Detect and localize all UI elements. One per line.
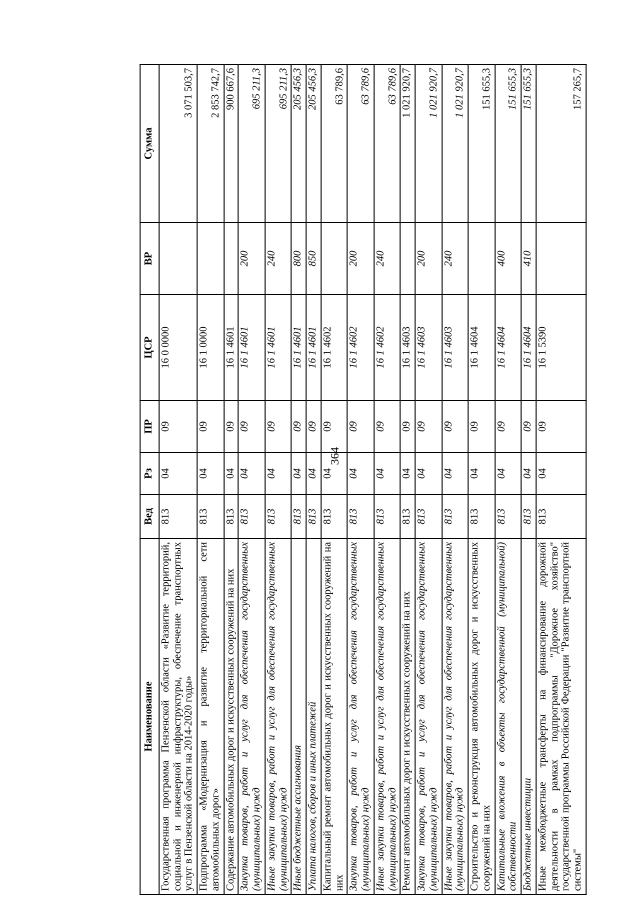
cell-pr: 09: [374, 401, 401, 453]
rotated-page-content: [140, 65, 587, 895]
cell-csr: 16 1 4602: [321, 295, 348, 401]
cell-rz: 04: [536, 453, 586, 495]
cell-pr: 09: [238, 401, 265, 453]
cell-name: Государственная программа Пензенской области «Развитие территорий, социальной и инженерной инфраструктуры, обеспечение транспортных услуг в Пензенской области на 2014-2020 годы»: [159, 539, 197, 895]
table-row: [197, 65, 224, 895]
cell-sum: 157 265,7: [536, 65, 586, 223]
table-row: [291, 65, 306, 895]
cell-pr: 09: [400, 401, 415, 453]
cell-sum: 695 211,3: [238, 65, 265, 223]
cell-name: Закупка товаров, работ и услуг для обеспечения государственных (муниципальных) нужд: [347, 539, 374, 895]
cell-pr: 09: [265, 401, 292, 453]
cell-sum: 1 021 920,7: [415, 65, 442, 223]
cell-name: Иные закупки товаров, работ и услуг для обеспечения государственных (муниципальных) нужд: [442, 539, 469, 895]
page-number: 364: [327, 447, 342, 465]
cell-pr: 09: [415, 401, 442, 453]
header-ved: Вед: [140, 495, 159, 539]
cell-sum: 3 071 503,7: [159, 65, 197, 223]
cell-sum: 205 456,3: [306, 65, 321, 223]
table-row: [238, 65, 265, 895]
cell-sum: 151 655,3: [468, 65, 495, 223]
cell-sum: 1 021 920,7: [442, 65, 469, 223]
cell-pr: 09: [306, 401, 321, 453]
cell-ved: 813: [265, 495, 292, 539]
cell-rz: 04: [321, 453, 348, 495]
cell-name: Ремонт автомобильных дорог и искусственных сооружений на них: [400, 539, 415, 895]
cell-rz: 04: [400, 453, 415, 495]
cell-vr: 240: [442, 223, 469, 295]
cell-rz: 04: [374, 453, 401, 495]
table-row: [468, 65, 495, 895]
cell-name: Содержание автомобильных дорог и искусственных сооружений на них: [224, 539, 239, 895]
cell-rz: 04: [265, 453, 292, 495]
cell-vr: 200: [347, 223, 374, 295]
cell-sum: 2 853 742,7: [197, 65, 224, 223]
cell-ved: 813: [442, 495, 469, 539]
cell-sum: 63 789,6: [374, 65, 401, 223]
header-sum: Сумма: [140, 65, 159, 223]
cell-name: Капитальный ремонт автомобильных дорог и искусственных сооружений на них: [321, 539, 348, 895]
cell-sum: 205 456,3: [291, 65, 306, 223]
cell-name: Иные бюджетные ассигнования: [291, 539, 306, 895]
cell-vr: [159, 223, 197, 295]
table-row: [400, 65, 415, 895]
cell-rz: 04: [238, 453, 265, 495]
cell-pr: 09: [159, 401, 197, 453]
cell-ved: 813: [495, 495, 522, 539]
cell-vr: [400, 223, 415, 295]
cell-rz: 04: [521, 453, 536, 495]
cell-ved: 813: [468, 495, 495, 539]
cell-name: Бюджетные инвестиции: [521, 539, 536, 895]
table-row: [306, 65, 321, 895]
cell-name: Иные закупки товаров, работ и услуг для обеспечения государственных (муниципальных) нужд: [374, 539, 401, 895]
table-row: [521, 65, 536, 895]
cell-vr: [468, 223, 495, 295]
cell-csr: 16 1 4602: [347, 295, 374, 401]
cell-csr: 16 1 4602: [374, 295, 401, 401]
cell-ved: 813: [400, 495, 415, 539]
cell-pr: 09: [197, 401, 224, 453]
cell-rz: 04: [442, 453, 469, 495]
cell-ved: 813: [536, 495, 586, 539]
cell-vr: [536, 223, 586, 295]
table-row: [536, 65, 586, 895]
cell-rz: 04: [347, 453, 374, 495]
cell-csr: 16 1 4601: [291, 295, 306, 401]
cell-csr: 16 0 0000: [159, 295, 197, 401]
cell-vr: 200: [238, 223, 265, 295]
cell-vr: [197, 223, 224, 295]
cell-pr: 09: [521, 401, 536, 453]
cell-pr: 09: [291, 401, 306, 453]
cell-csr: 16 1 4601: [224, 295, 239, 401]
cell-ved: 813: [374, 495, 401, 539]
cell-ved: 813: [159, 495, 197, 539]
cell-vr: [224, 223, 239, 295]
cell-pr: 09: [495, 401, 522, 453]
cell-sum: 1 021 920,7: [400, 65, 415, 223]
cell-ved: 813: [291, 495, 306, 539]
table-row: [321, 65, 348, 895]
cell-csr: 16 1 4604: [495, 295, 522, 401]
cell-sum: 151 655,3: [521, 65, 536, 223]
cell-rz: 04: [415, 453, 442, 495]
cell-csr: 16 1 4603: [415, 295, 442, 401]
cell-vr: 240: [374, 223, 401, 295]
header-vr: ВР: [140, 223, 159, 295]
cell-ved: 813: [415, 495, 442, 539]
cell-pr: 09: [536, 401, 586, 453]
table-body: [159, 65, 586, 895]
cell-name: Подпрограмма «Модернизация и развитие территориальной сети автомобильных дорог»: [197, 539, 224, 895]
header-pr: ПР: [140, 401, 159, 453]
cell-csr: 16 1 4601: [306, 295, 321, 401]
cell-name: Иные межбюджетные трансферты на финансирование дорожной деятельности в рамках подпрограммы "Дорожное хозяйство" государственной программы Российской Федерации "Развитие транспортной системы": [536, 539, 586, 895]
table-row: [159, 65, 197, 895]
budget-table: [140, 64, 587, 895]
cell-rz: 04: [224, 453, 239, 495]
cell-pr: 09: [442, 401, 469, 453]
table-row: [347, 65, 374, 895]
table-row: [224, 65, 239, 895]
cell-vr: 240: [265, 223, 292, 295]
cell-sum: 151 655,3: [495, 65, 522, 223]
cell-ved: 813: [347, 495, 374, 539]
cell-pr: 09: [224, 401, 239, 453]
cell-name: Иные закупки товаров, работ и услуг для обеспечения государственных (муниципальных) нужд: [265, 539, 292, 895]
cell-csr: 16 1 4601: [265, 295, 292, 401]
table-row: [495, 65, 522, 895]
cell-csr: 16 1 4603: [400, 295, 415, 401]
cell-vr: 400: [495, 223, 522, 295]
cell-vr: 200: [415, 223, 442, 295]
header-name: Наименование: [140, 539, 159, 895]
table-row: [415, 65, 442, 895]
cell-pr: 09: [321, 401, 348, 453]
cell-rz: 04: [495, 453, 522, 495]
cell-name: Закупка товаров, работ и услуг для обеспечения государственных (муниципальных) нужд: [415, 539, 442, 895]
cell-rz: 04: [159, 453, 197, 495]
cell-ved: 813: [238, 495, 265, 539]
cell-rz: 04: [306, 453, 321, 495]
cell-ved: 813: [224, 495, 239, 539]
cell-csr: 16 1 4604: [521, 295, 536, 401]
cell-csr: 16 1 4603: [442, 295, 469, 401]
cell-sum: 900 667,6: [224, 65, 239, 223]
table-row: [442, 65, 469, 895]
cell-ved: 813: [197, 495, 224, 539]
cell-rz: 04: [197, 453, 224, 495]
header-csr: ЦСР: [140, 295, 159, 401]
cell-pr: 09: [468, 401, 495, 453]
cell-name: Строительство и реконструкция автомобильных дорог и искусственных сооружений на них: [468, 539, 495, 895]
cell-vr: 410: [521, 223, 536, 295]
header-rz: Рз: [140, 453, 159, 495]
cell-vr: 800: [291, 223, 306, 295]
cell-vr: [321, 223, 348, 295]
cell-pr: 09: [347, 401, 374, 453]
cell-csr: 16 1 4601: [238, 295, 265, 401]
cell-ved: 813: [306, 495, 321, 539]
cell-csr: 16 1 5390: [536, 295, 586, 401]
table-row: [374, 65, 401, 895]
cell-csr: 16 1 4604: [468, 295, 495, 401]
cell-sum: 63 789,6: [347, 65, 374, 223]
cell-vr: 850: [306, 223, 321, 295]
cell-sum: 695 211,3: [265, 65, 292, 223]
cell-sum: 63 789,6: [321, 65, 348, 223]
cell-name: Капитальные вложения в объекты государственной (муниципальной) собственности: [495, 539, 522, 895]
table-row: [265, 65, 292, 895]
cell-ved: 813: [321, 495, 348, 539]
table-header-row: [140, 65, 159, 895]
cell-ved: 813: [521, 495, 536, 539]
cell-name: Уплата налогов, сборов и иных платежей: [306, 539, 321, 895]
cell-csr: 16 1 0000: [197, 295, 224, 401]
cell-name: Закупка товаров, работ и услуг для обеспечения государственных (муниципальных) нужд: [238, 539, 265, 895]
cell-rz: 04: [291, 453, 306, 495]
cell-rz: 04: [468, 453, 495, 495]
